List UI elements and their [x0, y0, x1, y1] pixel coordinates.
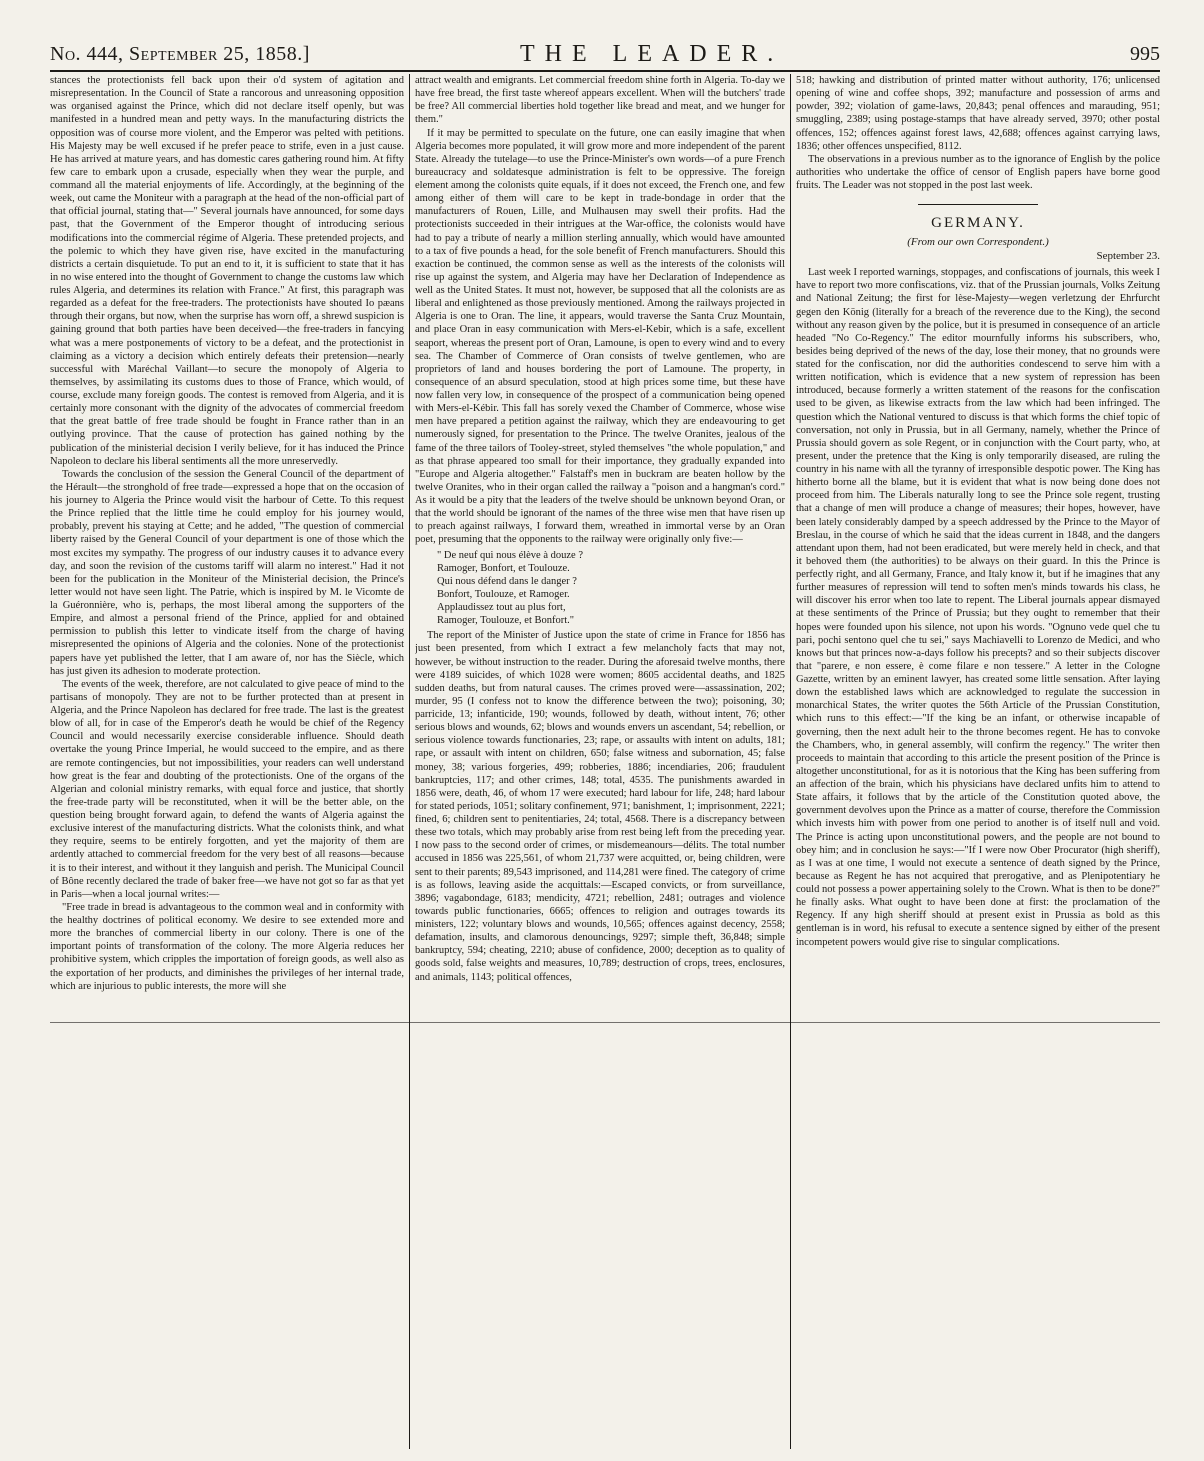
- column-rule: [409, 74, 410, 1449]
- column-rule: [790, 74, 791, 1449]
- article-columns: [50, 74, 1160, 1449]
- dateline: September 23.: [1096, 250, 1160, 263]
- masthead: [50, 34, 1160, 72]
- poem-line: Bonfort, Toulouze, et Ramoger.: [437, 588, 570, 600]
- section-heading: GERMANY.: [931, 215, 1025, 232]
- poem: [437, 549, 785, 628]
- paragraph: The report of the Minister of Justice upon the state of crime in France for 1856 has just been presented, from which I extract a few melancholy facts that may not, however, be without instruction to the reader. During the aforesaid twelve months, there were 4189 suicides, of which 1028 were women; 8605 accidental deaths, and 1825 sudden deaths, but from natural causes. The crimes proved were—assassination, 202; murder, 95 (I confess not to know the difference between the two); poisoning, 30; parricide, 13; infanticide, 190; wounds, followed by death, without intent, 76; other serious blows and wounds, 62; blows and wounds envers un ascendant, 54; rebellion, or serious violence towards functionaries, 23; rape, or assaults with intent on adults, 181; rape, or assault with intent on children, 650; false witness and subornation, 45; false money, 38; various forgeries, 499; robberies, 1886; incendiaries, 206; fraudulent bankruptcies, 117; and other crimes, 148; total, 4535. The punishments awarded in 1856 were, death, 46, of whom 17 were executed; hard labour for life, 248; hard labour for stated periods, 1051; solitary confinement, 971; banishment, 1; imprisonment, 2221; fined, 6; children sent to penitentiaries, 24; total, 4568. There is a discrepancy between these two totals, which may probably arise from rest being left from the preceding year. I now pass to the second order of crimes, or misdemeanours—délits. The total number accused in 1856 was 225,561, of whom 21,737 were acquitted, or, being children, were sent to their parents; 89,543 imprisoned, and 114,281 were fined. The category of crime is as follows, leaving aside the acquittals:—Escaped convicts, or from surveillance, 3896; vagabondage, 6183; mendicity, 4721; rebellion, 2481; outrages and violence towards public functionaries, 6665; offences to religion and outrages towards its ministers, 122; voluntary blows and wounds, 10,565; offences against decency, 2558; defamation, insults, and clamorous denouncings, 9297; simple theft, 36,848; simple bankruptcy, 594; cheating, 2210; abuse of confidence, 2000; deception as to quality of goods sold, false weights and measures, 10,789; destruction of crops, trees, enclosures, and animals, 1143; political offences,: [415, 630, 785, 983]
- paragraph: attract wealth and emigrants. Let commercial freedom shine forth in Algeria. To-day we have free bread, the first taste whereof appears excellent. When will the butchers' trade be free? All commercial liberties hold together like bread and meat, and we hunger for them.": [415, 75, 785, 126]
- poem-line: " De neuf qui nous élève à douze ?: [437, 549, 583, 561]
- poem-line: Ramoger, Bonfort, et Toulouze.: [437, 562, 570, 574]
- column-2: [415, 74, 785, 1449]
- paragraph: stances the protectionists fell back upon their o'd system of agitation and misrepresentation. In the Council of State a rancorous and unreasoning opposition was organised against the Prince, which did not declare itself openly, but was manifested in a hundred mean and petty ways. In the manufacturing districts the opposition was of course more violent, and the Emperor was pelted with petitions. His Majesty may be well excused if he prefer peace to strife, even in a just cause. He has arrived at mature years, and has domestic cares gathering round him. At fifty few care to embark upon a crusade, especially when they wear the purple, and command all the material enjoyments of life. Accordingly, at the beginning of the week, out came the Moniteur with a paragraph at the head of the non-official part of that official journal, stating that—" Several journals have announced, for some days past, that the Government of the Emperor thought of introducing serious modifications into the commercial régime of Algeria. These pretended projects, and the polemic to which they have given rise, have excited in the manufacturing districts a certain disquietude. To put an end to it, it is sufficient to state that it has in no wise entered into the thought of Government to change the customs law which rules Algeria, and determines its relation with France." At first, this paragraph was regarded as a defeat for the free-traders. The protectionists have shouted Io pæans through their organs, but now, when the surprise has worn off, a shrewd suspicion is gaining ground that both parties have been deceived—the free-traders in fancying what was a mere postponements of victory to be a defeat, and the protectionist in claiming as a victory a decision which entirely defeats their pretension—nearly successful with Maréchal Vaillant—to secure the monopoly of Algeria to themselves, by assimilating its customs dues to those of France, which would, of course, exclude many foreign goods. The contest is removed from Algeria, and it is certainly more consonant with the dignity of the advocates of commercial freedom that the great battle of free trade should be fought in France rather than in an outlying province. That the cause of protection has gained nothing by the publication of the ministerial decision I verily believe, for it has induced the Prince Napoleon to declare his liberal sentiments all the more unreservedly.: [50, 75, 404, 467]
- paragraph: If it may be permitted to speculate on the future, one can easily imagine that when Algeria becomes more populated, it will grow more and more independent of the parent State. Already the tutelage—to use the Prince-Minister's own words—of a pure French bureaucracy and soldatesque administration is felt to be oppressive. The foreign element among the colonists quite equals, if it does not exceed, the French one, and few among either of them will care to be kept in trade-bondage in order that the manufacturers of Rouen, Lille, and Mulhausen may swell their profits. Had the protectionists succeeded in their intrigues at the War-office, the colonists would have had to pay a tribute of nearly a million sterling annually, which would have amounted to a tax of five pounds a head, for the sole benefit of French manufacturers. Should this exaction be continued, the common sense as well as the interests of the colonists will rise up against the system, and Algeria may have her Declaration of Independence as well as the United States. It must not, however, be supposed that all the colonists are as liberal and enlightened as those previously mentioned. Among the railways projected in Algeria is one to Oran. The line, it appears, would traverse the Santa Cruz Mountain, and place Oran in easy communication with Mers-el-Kebir, which is a safe, excellent seaport, whereas the present port of Oran, Lamoune, is open to every wind and to every sea. The Chamber of Commerce of Oran consists of twelve gentlemen, who are proprietors of land and houses bordering the port of Lamoune. The property, in consequence of an absurd speculation, stood at high prices some time, but these have now fallen very low, in consequence of the prospect of a communication being opened with Mers-el-Kébir. This fall has sorely vexed the Chamber of Commerce, whose wise men have prepared a petition against the railway, which they are endeavouring to get numerously signed, for presentation to the Prince. The twelve Oranites, jealous of the fame of the three tailors of Tooley-street, styled themselves "the whole population," and as that phrase appeared too small for their importance, they gradually expanded into "Europe and Algeria altogether." Falstaff's men in buckram are beaten hollow by the twelve Oranites, who in their organ called the railway a "poison and a hangman's cord." As it would be a pity that the leaders of the twelve should be unknown beyond Oran, or that the world should be ignorant of the names of the three wise men that have risen up to preach against railways, I forward them, wreathed in immortal verse by an Oran poet, presuming that the opponents to the railway were originally only five:—: [415, 127, 785, 546]
- fold-line: [50, 1022, 1160, 1023]
- section-byline: (From our own Correspondent.): [907, 236, 1049, 249]
- paragraph: The events of the week, therefore, are not calculated to give peace of mind to the partisans of monopoly. They are not to be further protected than at present in Algeria, and the Prince Napoleon has declared for free trade. The last is the greatest blow of all, for in case of the Emperor's death he would be chief of the Regency Council and would necessarily exercise considerable influence. Should death overtake the young Prince Imperial, he would succeed to the empire, and as there are remote contingencies, but not impossibilities, your readers can well understand how great is the fear and doubting of the protectionists. One of the organs of the Algerian and colonial ministry remarks, with equal force and justice, that shortly the free-trade party will be reconstituted, when it will be the better able, on the question being brought forward again, to defend the wants of Algeria against the exclusive interest of the manufacturing districts. What the colonists think, and what they require, seems to be entirely forgotten, and yet the majority of them are ardently attached to commercial freedom for the very best of all reasons—because it is to their interest, and without it they languish and perish. The Municipal Council of Bône recently declared the trade of baker free—we have not got so far as that yet in Paris—when a local journal writes:—: [50, 678, 404, 900]
- paragraph: 518; hawking and distribution of printed matter without authority, 176; unlicensed opening of wine and coffee shops, 392; manufacture and possession of arms and powder, 392; violation of game-laws, 20,843; penal offences and marauding, 951; smuggling, 2389; using postage-stamps that have already served, 3970; other postal offences, 152; offences against forest laws, 42,688; offences against carrying laws, 1836; other offences unspecified, 8112.: [796, 75, 1160, 152]
- poem-line: Ramoger, Toulouze, et Bonfort.": [437, 615, 575, 627]
- paragraph: Towards the conclusion of the session the General Council of the department of the Hérault—the stronghold of free trade—expressed a hope that on the occasion of his journey to Algeria the Prince would visit the harbour of Cette. To this request the Prince replied that the little time he could employ for his journey would, probably, prevent his staying at Cette; and he added, "The question of commercial liberty raised by the General Council of your department is one of those which the most excites my sympathy. The progress of our industry causes it to advance every day, and soon the revision of the customs tariff will alarm no interest." Had it not been for the publication in the Moniteur of the Ministerial decision, the Prince's letter would not have seen light. The Patrie, which is inspired by M. le Vicomte de la Guéronnière, who is, perhaps, the most liberal among the supporters of the Empire, and almost a personal friend of the Prince, applied for and obtained permission to publish this letter to vindicate itself from the charge of having misrepresented the opinions of Algeria and the colonies. None of the protectionist papers have yet published the letter, that I am aware of, nor has the Siècle, which has just given its adhesion to moderate protection.: [50, 468, 404, 677]
- quoted-paragraph: "Free trade in bread is advantageous to the common weal and in conformity with the healthy doctrines of political economy. We desire to see extended more and more the branches of commercial liberty in our colony. There is one of the important points of transformation of the colony. The more Algeria reduces her prohibitive system, which cripples the importation of foreign goods, as well also as the exportation of her products, and diminishes the privileges of her internal trade, which are injurious to public interests, the more will she: [50, 901, 404, 992]
- paragraph: The observations in a previous number as to the ignorance of English by the police authorities who undertake the office of censor of English papers have borne good fruits. The Leader was not stopped in the post last week.: [796, 153, 1160, 191]
- section-rule: [918, 204, 1038, 205]
- column-1: [50, 74, 404, 1449]
- poem-line: Qui nous défend dans le danger ?: [437, 575, 577, 587]
- column-3: [796, 74, 1160, 1449]
- paragraph: Last week I reported warnings, stoppages, and confiscations of journals, this week I have to report two more confiscations, viz. that of the Prussian journals, Volks Zeitung and National Zeitung; the first for lèse-Majesty—wegen verletzung der Ehrfurcht gegen den König (literally for a breach of the reverence due to the King), the second without any reason given by the police, but it is presumed in consequence of an article headed "No Co-Regency." The editor mournfully informs his subscribers, who, besides being deprived of the news of the day, lose their money, that no grounds were stated for the confiscation, nor did the authorities condescend to serve him with a written notification, which is evidence that a new system of repression has been introduced, because formerly a written statement of the reasons for the confiscation used to be given, as likewise extracts from the law which had been infringed. The question which the National ventured to discuss is that which forms the chief topic of conversation, not only in Prussia, but in all Germany, namely, whether the Prince of Prussia should govern as sole Regent, or in conjunction with the Court party, who, at present, under the pretence that the King is only temporarily diseased, are ruling the country in his name with all the tyranny of irresponsible despotic power. The King has hitherto borne all the blame, but it is evident that what is now being done does not proceed from him. The Liberals naturally long to see the Prince sole regent, trusting that a change of men will produce a change of measures; their hopes, however, have been lately considerably damped by a speech addressed by the Prince to the Mayor of Breslau, in the course of which he said that the ideas current in 1848, and the dangers attendant upon them, had not been eradicated, but were merely held in check, and that it behoved them (the authorities) to be always on their guard. In this the Prince is perfectly right, and all Germany, France, and Italy know it, but if he imagines that any further measures of repression will tend to soften men's minds towards his class, he will discover his error when too late to repent. The Liberal journals appear dismayed at these sentiments of the Prince of Prussia; but they ought to remember that their hopes were founded upon his silence, not upon his words. "Ognuno vede quel che tu pari, pochi sentono quel che tu sei," says Machiavelli to Lorenzo de Medici, and who knows but that princes now-a-days follow his precepts? and so their subjects discover that "parere, e non essere, è come filare e non tessere." A letter in the Cologne Gazette, written by an eminent lawyer, has created some little sensation. After laying down the established laws which are acknowledged to regulate the succession in monarchical States, the writer quotes the 56th Article of the Prussian Constitution, which runs to this effect:—"If the king be an infant, or otherwise incapable of governing, then the next adult heir to the throne becomes regent. He has to convoke the Chambers, who, in general assembly, will confirm the regency." The writer then proceeds to maintain that according to this article the present position of the Prince is altogether unconstitutional, for as it is notorious that the King has been suffering from an affection of the brain, which his physicians have declared unfits him to attend to State affairs, it follows that by the article of the Constitution quoted above, the government devolves upon the Prince as a matter of course, therefore the Commission which invests him with power from one period to another is of itself null and void. The Prince is acting upon unconstitutional powers, and the people are not bound to obey him; and in conclusion he says:—"If I were now Ober Procurator (high sheriff), as I was at one time, I would not execute a sentence of death signed by the Prince, because as Regent he has not acquired that prerogative, and as Plenipotentiary he could not possess a power appertaining solely to the Crown. What is then to be done?" he finally asks. What ought to have been done at first: the proclamation of the Regency. If any high sheriff should at present exist in Prussia as bold as this gentleman is in word, his refusal to execute a sentence signed by either of the present incompetent powers would give rise to singular complications.: [796, 267, 1160, 948]
- issue-line: No. 444, September 25, 1858.]: [50, 43, 310, 65]
- page-number: 995: [1130, 43, 1160, 65]
- poem-line: Applaudissez tout au plus fort,: [437, 602, 566, 613]
- paper-title: THE LEADER.: [520, 41, 784, 67]
